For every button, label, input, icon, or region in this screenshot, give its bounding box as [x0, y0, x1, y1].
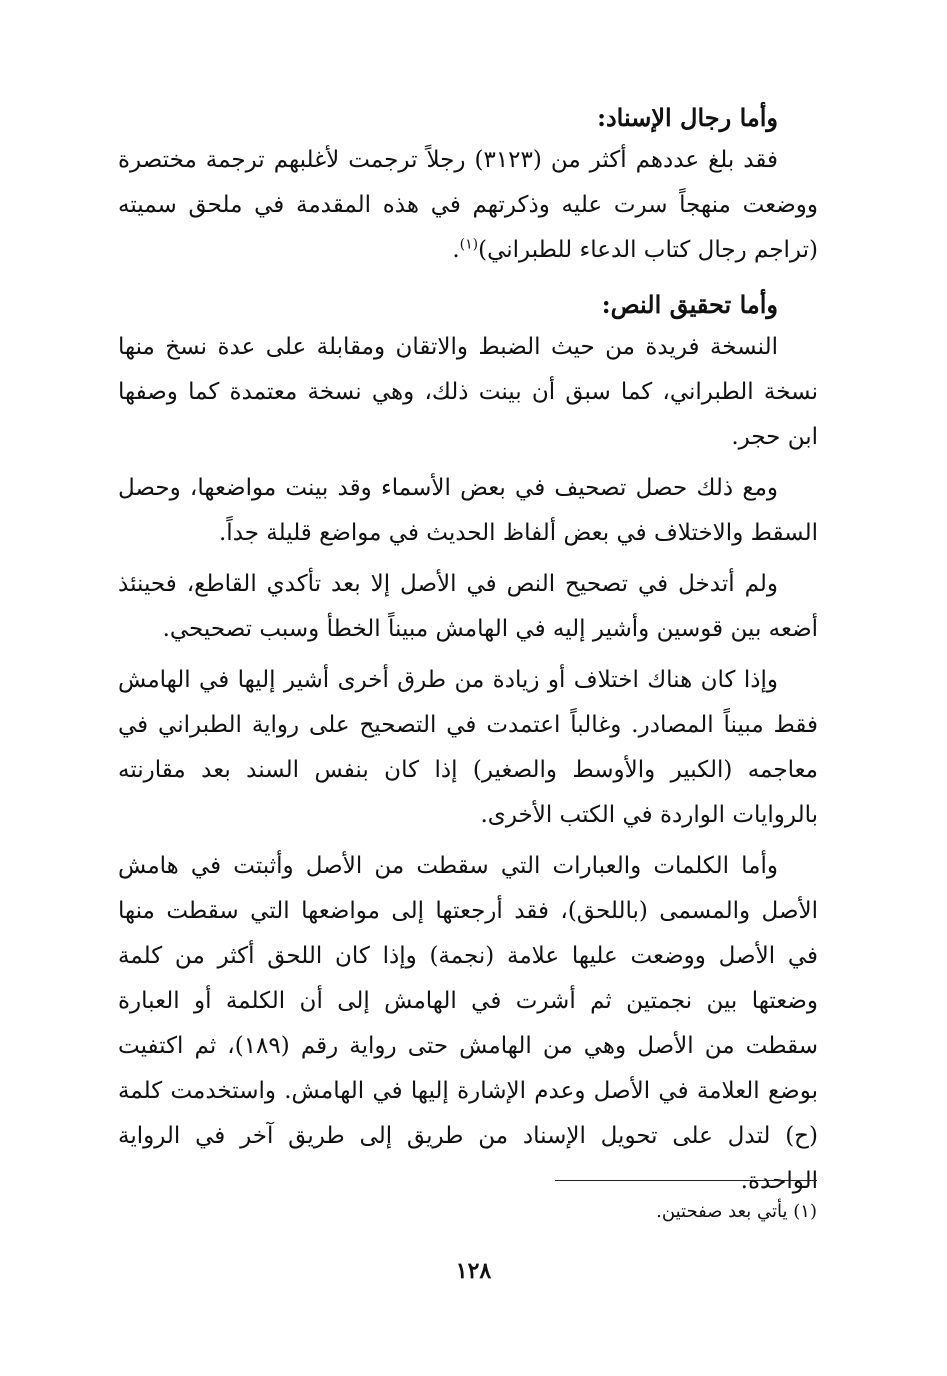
paragraph-tahqiq-3: ولم أتدخل في تصحيح النص في الأصل إلا بعد تأكدي القاطع، فحينئذ أضعه بين قوسين وأشير إليه في الهامش مبيناً الخطأ وسبب تصحيحي.: [118, 571, 818, 642]
paragraph-isnad: [118, 138, 818, 273]
sentence-period: .: [452, 237, 460, 263]
section-heading-isnad: وأما رجال الإسناد:: [597, 103, 778, 132]
footnote-text: (١) يأتي بعد صفحتين.: [656, 1201, 817, 1222]
paragraph-tahqiq-4: وإذا كان هناك اختلاف أو زيادة من طرق أخرى أشير إليها في الهامش فقط مبيناً المصادر. وغالباً اعتمدت في التصحيح على رواية الطبراني في معاجمه (الكبير والأوسط والصغير) إذا كان بنفس السند بعد مقارنته بالروايات الواردة في الكتب الأخرى.: [118, 667, 818, 828]
paragraph-tahqiq-1: النسخة فريدة من حيث الضبط والاتقان ومقابلة على عدة نسخ منها نسخة الطبراني، كما سبق أن بينت ذلك، وهي نسخة معتمدة كما وصفها ابن حجر.: [118, 334, 818, 450]
paragraph-tahqiq-5: وأما الكلمات والعبارات التي سقطت من الأصل وأثبتت في هامش الأصل والمسمى (باللحق)، فقد أرجعتها إلى مواضعها التي سقطت منها في الأصل ووضعت عليها علامة (نجمة) وإذا كان اللحق أكثر من كلمة وضعتها بين نجمتين ثم أشرت في الهامش إلى أن الكلمة أو العبارة سقطت من الأصل وهي من الهامش حتى رواية رقم (١٨٩)، ثم اكتفيت بوضع العلامة في الأصل وعدم الإشارة إليها في الهامش. واستخدمت كلمة (ح) لتدل على تحويل الإسناد من طريق إلى طريق آخر في الرواية الواحدة.: [118, 853, 819, 1194]
page-number: ١٢٨: [455, 1258, 492, 1284]
section-heading-tahqiq: وأما تحقيق النص:: [601, 290, 778, 319]
footnote-divider: [555, 1180, 817, 1181]
page-body: [118, 98, 818, 1210]
paragraph-isnad-text: فقد بلغ عددهم أكثر من (٣١٢٣) رجلاً ترجمت لأغلبهم ترجمة مختصرة ووضعت منهجاً سرت عليه وذكرتهم في هذه المقدمة في ملحق سميته (تراجم رجال كتاب الدعاء للطبراني): [118, 147, 818, 263]
footnote-reference[interactable]: (١): [459, 236, 479, 253]
paragraph-tahqiq-2: ومع ذلك حصل تصحيف في بعض الأسماء وقد بينت مواضعها، وحصل السقط والاختلاف في بعض ألفاظ الحديث في مواضع قليلة جداً.: [118, 475, 818, 546]
